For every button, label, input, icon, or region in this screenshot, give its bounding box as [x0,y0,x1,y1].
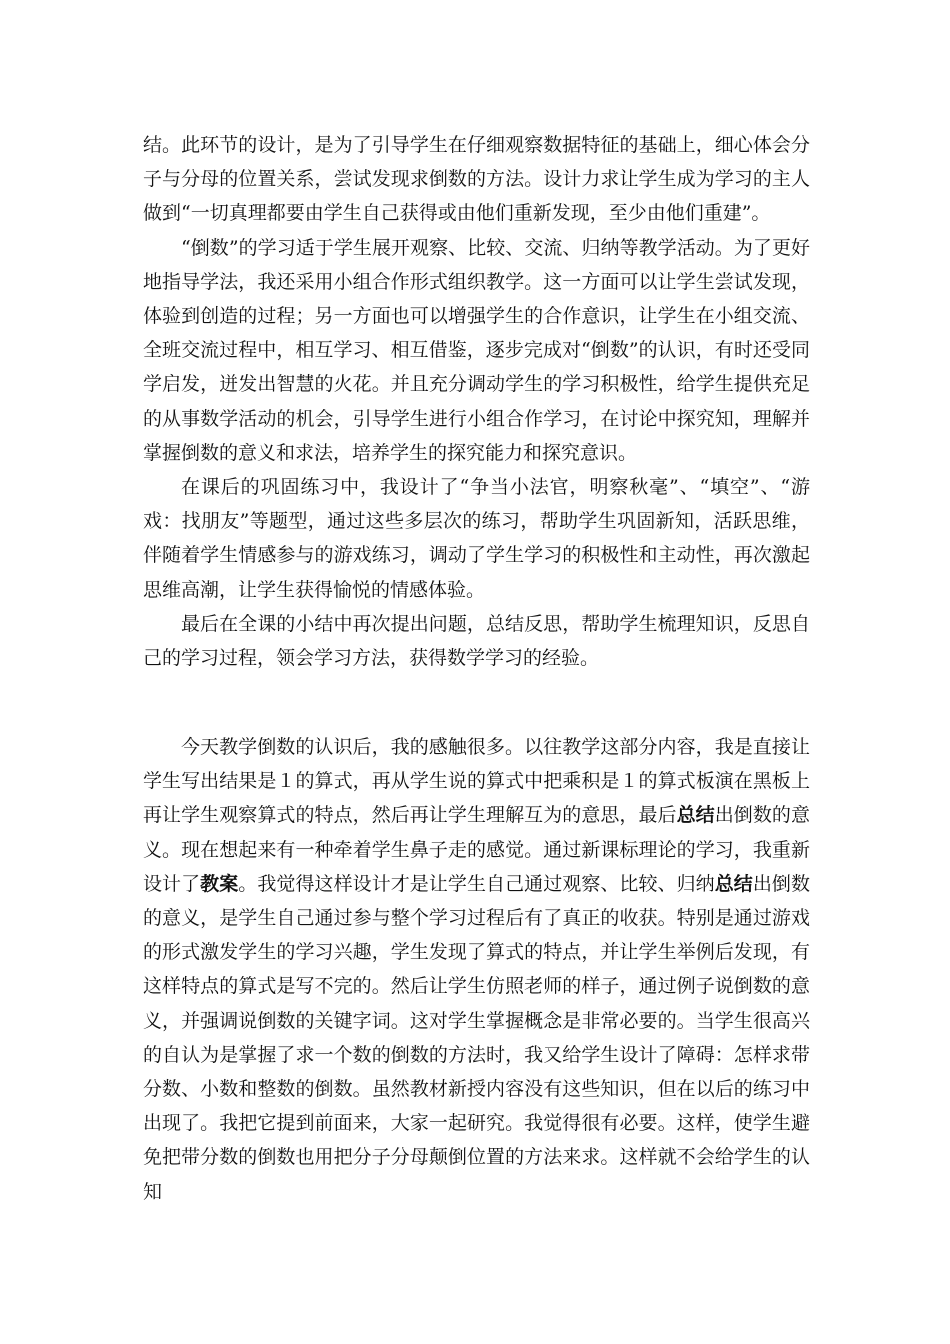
bold-keyword-lesson-plan: 教案 [200,872,239,895]
paragraph-3: 在课后的巩固练习中，我设计了“争当小法官，明察秋毫”、“填空”、“游戏：找朋友”等题型，通过这些多层次的练习，帮助学生巩固新知，活跃思维，伴随着学生情感参与的游戏练习，调动了学生学习的积极性和主动性，再次激起思维高潮，让学生获得愉悦的情感体验。 [143,476,810,601]
text-run: 今天教学倒数的认识后，我的感触很多。以往教学这部分内容，我是直接让学生写出结果是１的算式，再从学生说的算式中把乘积是１的算式板演在黑板上再让学生观察算式的特点，然后再让学生理解互为的意思，最后 [143,736,810,827]
bold-keyword-summary: 总结 [676,804,715,827]
paragraph-1: 结。此环节的设计，是为了引导学生在仔细观察数据特征的基础上，细心体会分子与分母的位置关系，尝试发现求倒数的方法。设计力求让学生成为学习的主人做到“一切真理都要由学生自己获得或由他们重新发现，至少由他们重建”。 [143,134,810,225]
text-run: 。我觉得这样设计才是让学生自己通过观察、比较、归纳 [238,872,715,895]
paragraph-2: “倒数”的学习适于学生展开观察、比较、交流、归纳等教学活动。为了更好地指导学法，我还采用小组合作形式组织教学。这一方面可以让学生尝试发现，体验到创造的过程；另一方面也可以增强学生的合作意识，让学生在小组交流、全班交流过程中，相互学习、相互借鉴，逐步完成对“倒数”的认识，有时还受同学启发，迸发出智慧的火花。并且充分调动学生的学习积极性，给学生提供充足的从事数学活动的机会，引导学生进行小组合作学习，在讨论中探究知，理解并掌握倒数的意义和求法，培养学生的探究能力和探究意识。 [143,236,810,464]
text-run: 出倒数的意义。现在想起来有一种牵着学生鼻子走的感觉。通过新课标理论的学习，我重新设计了 [143,804,810,895]
bold-keyword-summary: 总结 [714,872,753,895]
reflection-section-2 [143,730,810,1209]
reflection-section-1 [143,128,810,675]
text-run: 出倒数的意义，是学生自己通过参与整个学习过程后有了真正的收获。特别是通过游戏的形式激发学生的学习兴趣，学生发现了算式的特点，并让学生举例后发现，有这样特点的算式是写不完的。然后让学生仿照老师的样子，通过例子说倒数的意义，并强调说倒数的关键字词。这对学生掌握概念是非常必要的。当学生很高兴的自认为是掌握了求一个数的倒数的方法时，我又给学生设计了障碍：怎样求带分数、小数和整数的倒数。虽然教材新授内容没有这些知识，但在以后的练习中出现了。我把它提到前面来，大家一起研究。我觉得很有必要。这样，使学生避免把带分数的倒数也用把分子分母颠倒位置的方法来求。这样就不会给学生的认知 [143,872,810,1203]
paragraph-5 [143,730,810,1209]
paragraph-4: 最后在全课的小结中再次提出问题，总结反思，帮助学生梳理知识，反思自己的学习过程，领会学习方法，获得数学学习的经验。 [143,612,810,670]
